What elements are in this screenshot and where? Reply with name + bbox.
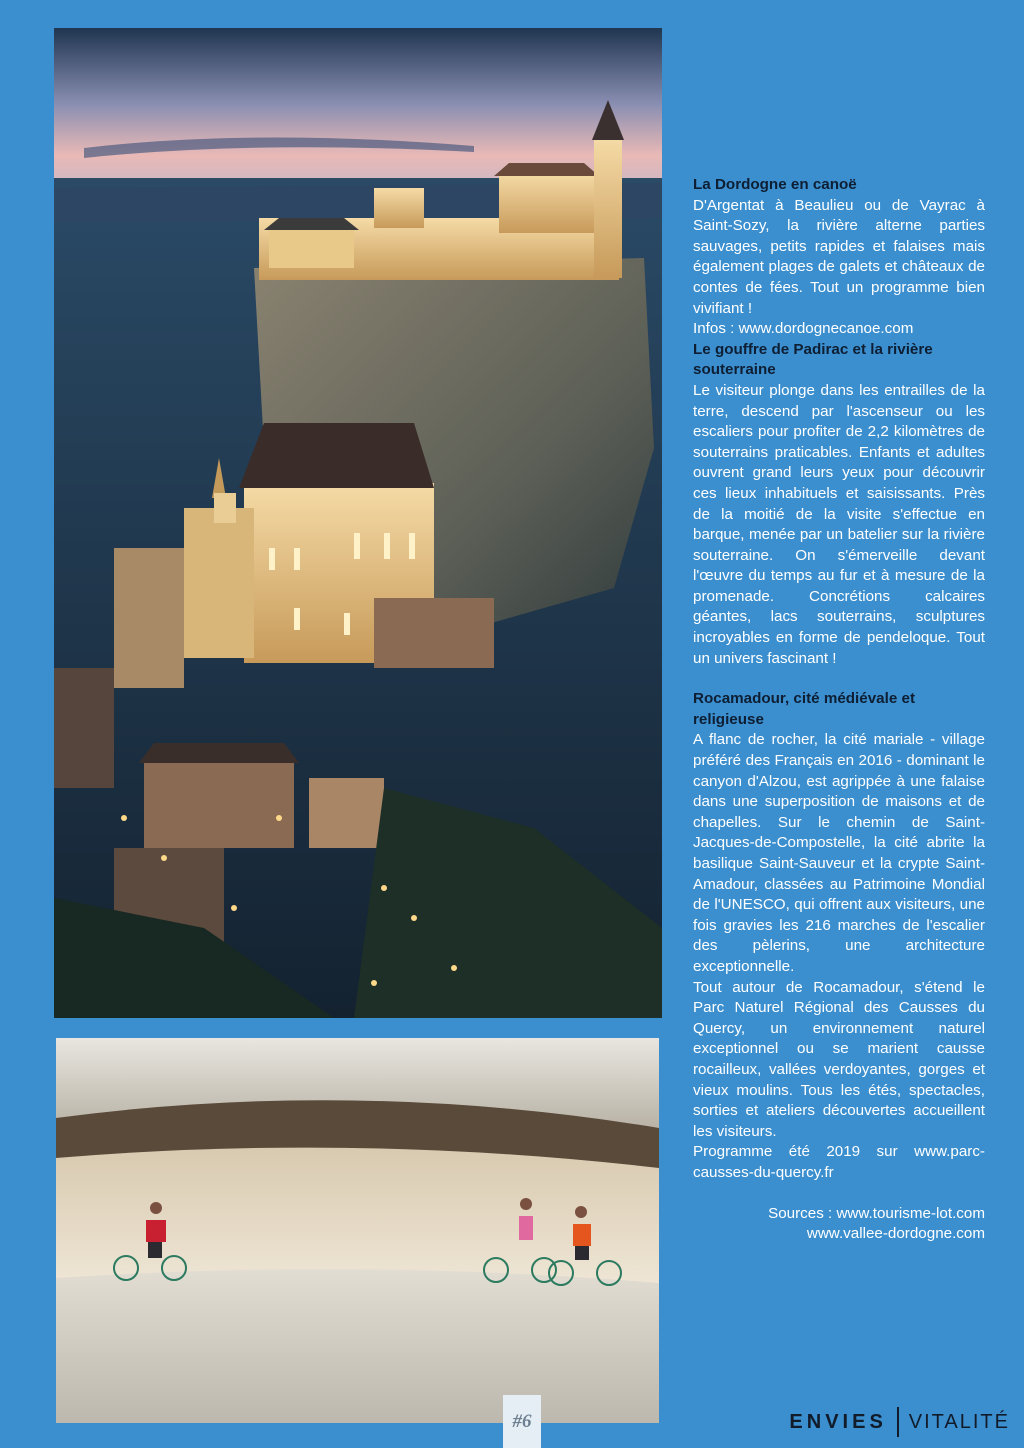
body-rocamadour-1: A flanc de rocher, la cité mariale - village préféré des Français en 2016 - dominant le canyon d'Alzou, est agrippée à une falaise dans une superposition de maisons et de chapelles. Sur le chemin de Saint-Jacques-de-Compostelle, la cité abrite la basilique Saint-Sauveur et la crypte Saint-Amadour, classées au Patrimoine Mondial de l'UNESCO, qui offrent aux visiteurs, une fois gravies les 216 marches de l'escalier des pèlerins, une architecture exceptionnelle. xyxy=(693,731,985,975)
source-line-1: Sources : www.tourisme-lot.com xyxy=(768,1204,985,1222)
brand-secondary: VITALITÉ xyxy=(908,1410,1010,1433)
heading-dordogne-canoe: La Dordogne en canoë xyxy=(693,176,857,193)
cyclists-photo xyxy=(56,1038,659,1423)
body-rocamadour-3: Programme été 2019 sur www.parc-causses-du-quercy.fr xyxy=(693,1143,985,1181)
sources-block xyxy=(693,1204,985,1245)
rocamadour-photo xyxy=(54,28,662,1018)
info-dordogne-canoe: Infos : www.dordognecanoe.com xyxy=(693,320,914,338)
brand-primary: ENVIES xyxy=(789,1410,887,1433)
magazine-brand xyxy=(789,1406,1010,1438)
section-spacer xyxy=(693,669,985,689)
body-rocamadour-2: Tout autour de Rocamadour, s'étend le Parc Naturel Régional des Causses du Quercy, un environnement naturel exceptionnel ou se marient causse rocailleux, vallées verdoyantes, gorges et vieux moulins. Tous les étés, spectacles, sorties et ateliers découvertes accueillent les visiteurs. xyxy=(693,978,985,1140)
body-padirac: Le visiteur plonge dans les entrailles de la terre, descend par l'ascenseur ou les escaliers pour profiter de 2,2 kilomètres de souterrains praticables. Enfants et adultes ouvrent grand leurs yeux pour découvrir ces lieux inhabituels et saisissants. Près de la moitié de la visite s'effectue en barque, menée par un batelier sur la rivière souterraine. On s'émerveille devant l'œuvre du temps au fur et à mesure de la promenade. Concrétions calcaires géantes, lacs souterrains, sculptures incroyables en forme de pendeloque. Tout un univers fascinant ! xyxy=(693,381,985,667)
article-column xyxy=(693,175,985,1245)
page-number: #6 xyxy=(503,1395,541,1448)
heading-rocamadour: Rocamadour, cité médiévale et religieuse xyxy=(693,690,915,728)
source-line-2: www.vallee-dordogne.com xyxy=(806,1225,985,1243)
heading-padirac: Le gouffre de Padirac et la rivière souterraine xyxy=(693,340,933,379)
body-dordogne-canoe: D'Argentat à Beaulieu ou de Vayrac à Saint-Sozy, la rivière alterne parties sauvages, petits rapides et falaises mais également plages de galets et châteaux de contes de fées. Tout un programme bien vivifiant ! xyxy=(693,196,985,317)
brand-divider xyxy=(897,1407,899,1437)
